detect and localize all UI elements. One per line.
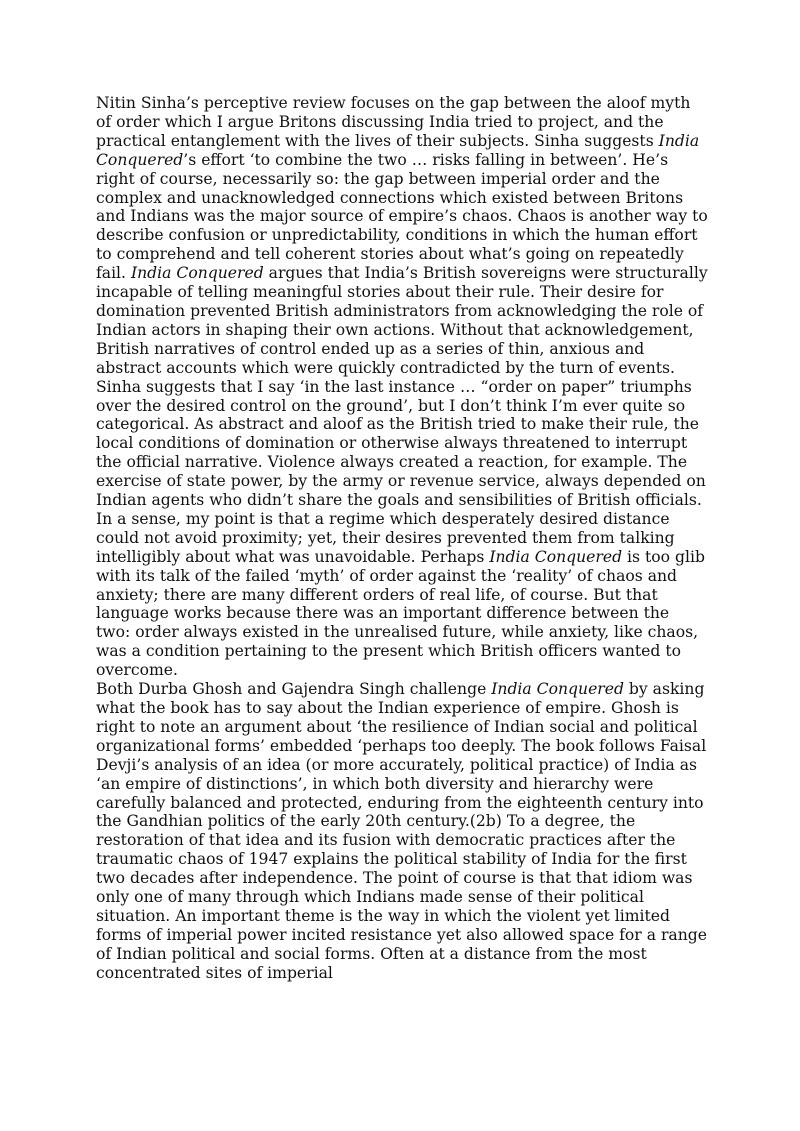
- book-title: India Conquered: [96, 131, 700, 169]
- document-body: [96, 94, 708, 983]
- text-run: is too glib with its talk of the failed ‘myth’ of order against the ‘reality’ of chaos and anxiety; there are many different orders of real life, of course. But that language works because there was an important difference between the two: order always existed in the unrealised future, while anxiety, like chaos, was a condition pertaining to the present which British officers wanted to overcome.: [96, 547, 705, 680]
- book-title: India Conquered: [130, 264, 264, 283]
- paragraph-2: [96, 680, 708, 983]
- text-run: by asking what the book has to say about the Indian experience of empire. Ghosh is right to note an argument about ‘the resilience of Indian social and political organizational forms’ embedded ‘perhaps too deeply. The book follows Faisal Devji’s analysis of an idea (or more accurately, political practice) of India as ‘an empire of distinctions’, in which both diversity and hierarchy were carefully balanced and protected, enduring from the eighteenth century into the Gandhian politics of the early 20th century.(2b) To a degree, the restoration of that idea and its fusion with democratic practices after the traumatic chaos of 1947 explains the political stability of India for the first two decades after independence. The point of course is that that idiom was only one of many through which Indians made sense of their political situation. An important theme is the way in which the violent yet limited forms of imperial power incited resistance yet also allowed space for a range of Indian political and social forms. Often at a distance from the most concentrated sites of imperial: [96, 680, 707, 982]
- book-title: India Conquered: [491, 680, 624, 699]
- text-run: Nitin Sinha’s perceptive review focuses on the gap between the aloof myth of order which I argue Britons discussing India tried to project, and the practical entanglement with the lives of their subjects. Sinha suggests: [96, 94, 691, 150]
- text-run: ’s effort ‘to combine the two … risks falling in between’. He’s right of course, necessarily so: the gap between imperial order and the complex and unacknowledged connections which existed between Britons and Indians was the major source of empire’s chaos. Chaos is another way to describe confusion or unpredictability, conditions in which the human effort to comprehend and tell coherent stories about what’s going on repeatedly fail.: [96, 150, 708, 283]
- text-run: argues that India’s British sovereigns were structurally incapable of telling meaningful stories about their rule. Their desire for domination prevented British administrators from acknowledging the role of Indian actors in shaping their own actions. Without that acknowledgement, British narratives of control ended up as a series of thin, anxious and abstract accounts which were quickly contradicted by the turn of events. Sinha suggests that I say ‘in the last instance … “order on paper” triumphs over the desired control on the ground’, but I don’t think I’m ever quite so categorical. As abstract and aloof as the British tried to make their rule, the local conditions of domination or otherwise always threatened to interrupt the official narrative. Violence always created a reaction, for example. The exercise of state power, by the army or revenue service, always depended on Indian agents who didn’t share the goals and sensibilities of British officials. In a sense, my point is that a regime which desperately desired distance could not avoid proximity; yet, their desires prevented them from talking intelligibly about what was unavoidable. Perhaps: [96, 264, 708, 566]
- book-title: India Conquered: [489, 547, 623, 566]
- paragraph-1: [96, 94, 708, 680]
- text-run: Both Durba Ghosh and Gajendra Singh challenge: [96, 680, 492, 699]
